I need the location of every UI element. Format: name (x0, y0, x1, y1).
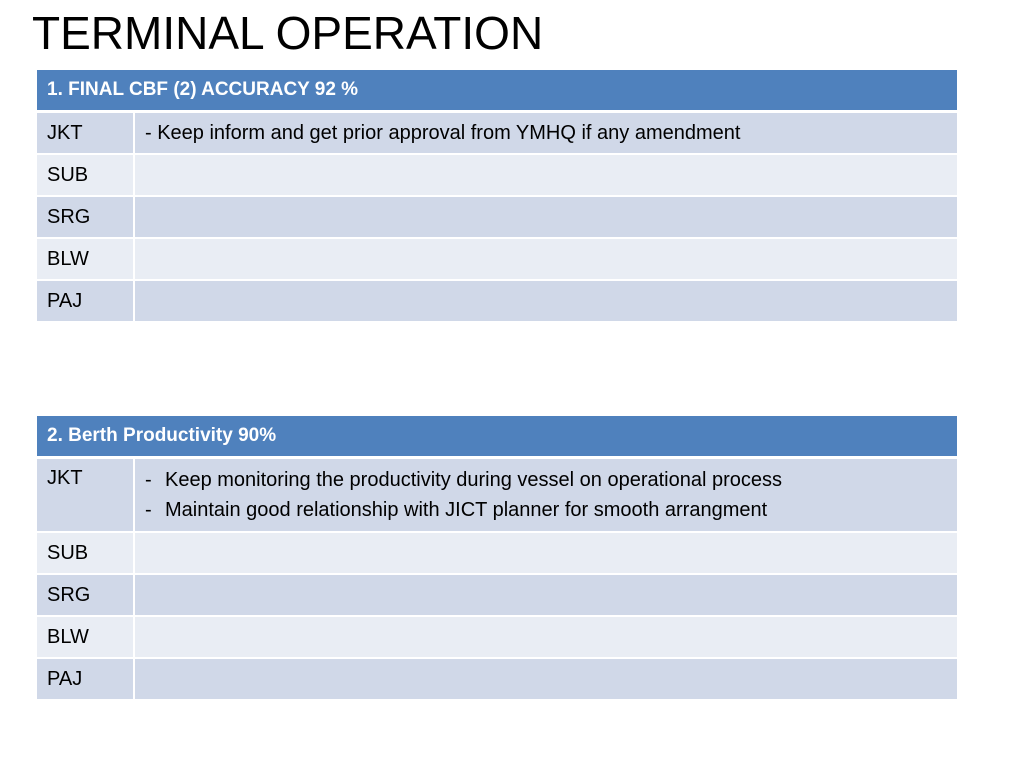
action-cell (134, 574, 957, 616)
table-row (37, 616, 957, 658)
action-cell (134, 154, 957, 196)
table-header: 2. Berth Productivity 90% (37, 416, 957, 458)
dash-bullet-icon: - (145, 469, 152, 491)
terminal-code: PAJ (37, 280, 134, 322)
bullet-item (145, 495, 947, 525)
terminal-code: JKT (37, 458, 134, 533)
action-cell (134, 658, 957, 700)
table-row (37, 238, 957, 280)
action-cell: - Keep inform and get prior approval from YMHQ if any amendment (134, 112, 957, 155)
action-cell (134, 458, 957, 533)
terminal-code: SUB (37, 532, 134, 574)
terminal-code: JKT (37, 112, 134, 155)
table-row (37, 658, 957, 700)
cbf-accuracy-table (37, 70, 957, 323)
bullet-item (145, 465, 947, 495)
table-row (37, 574, 957, 616)
table-row (37, 458, 957, 533)
action-cell (134, 532, 957, 574)
page-title: TERMINAL OPERATION (32, 7, 544, 59)
action-cell (134, 280, 957, 322)
action-cell (134, 238, 957, 280)
table-row (37, 154, 957, 196)
terminal-code: SUB (37, 154, 134, 196)
table-header: 1. FINAL CBF (2) ACCURACY 92 % (37, 70, 957, 112)
table-header-row (37, 416, 957, 458)
table-row (37, 112, 957, 155)
terminal-code: BLW (37, 616, 134, 658)
terminal-code: SRG (37, 196, 134, 238)
table-row (37, 532, 957, 574)
table-header-row (37, 70, 957, 112)
action-cell (134, 616, 957, 658)
terminal-code: PAJ (37, 658, 134, 700)
action-cell (134, 196, 957, 238)
terminal-code: SRG (37, 574, 134, 616)
bullet-text: Keep monitoring the productivity during vessel on operational process (165, 469, 783, 491)
berth-productivity-table (37, 416, 957, 701)
table-row (37, 280, 957, 322)
bullet-text: Maintain good relationship with JICT planner for smooth arrangment (165, 499, 768, 521)
dash-bullet-icon: - (145, 499, 152, 521)
table-row (37, 196, 957, 238)
terminal-code: BLW (37, 238, 134, 280)
